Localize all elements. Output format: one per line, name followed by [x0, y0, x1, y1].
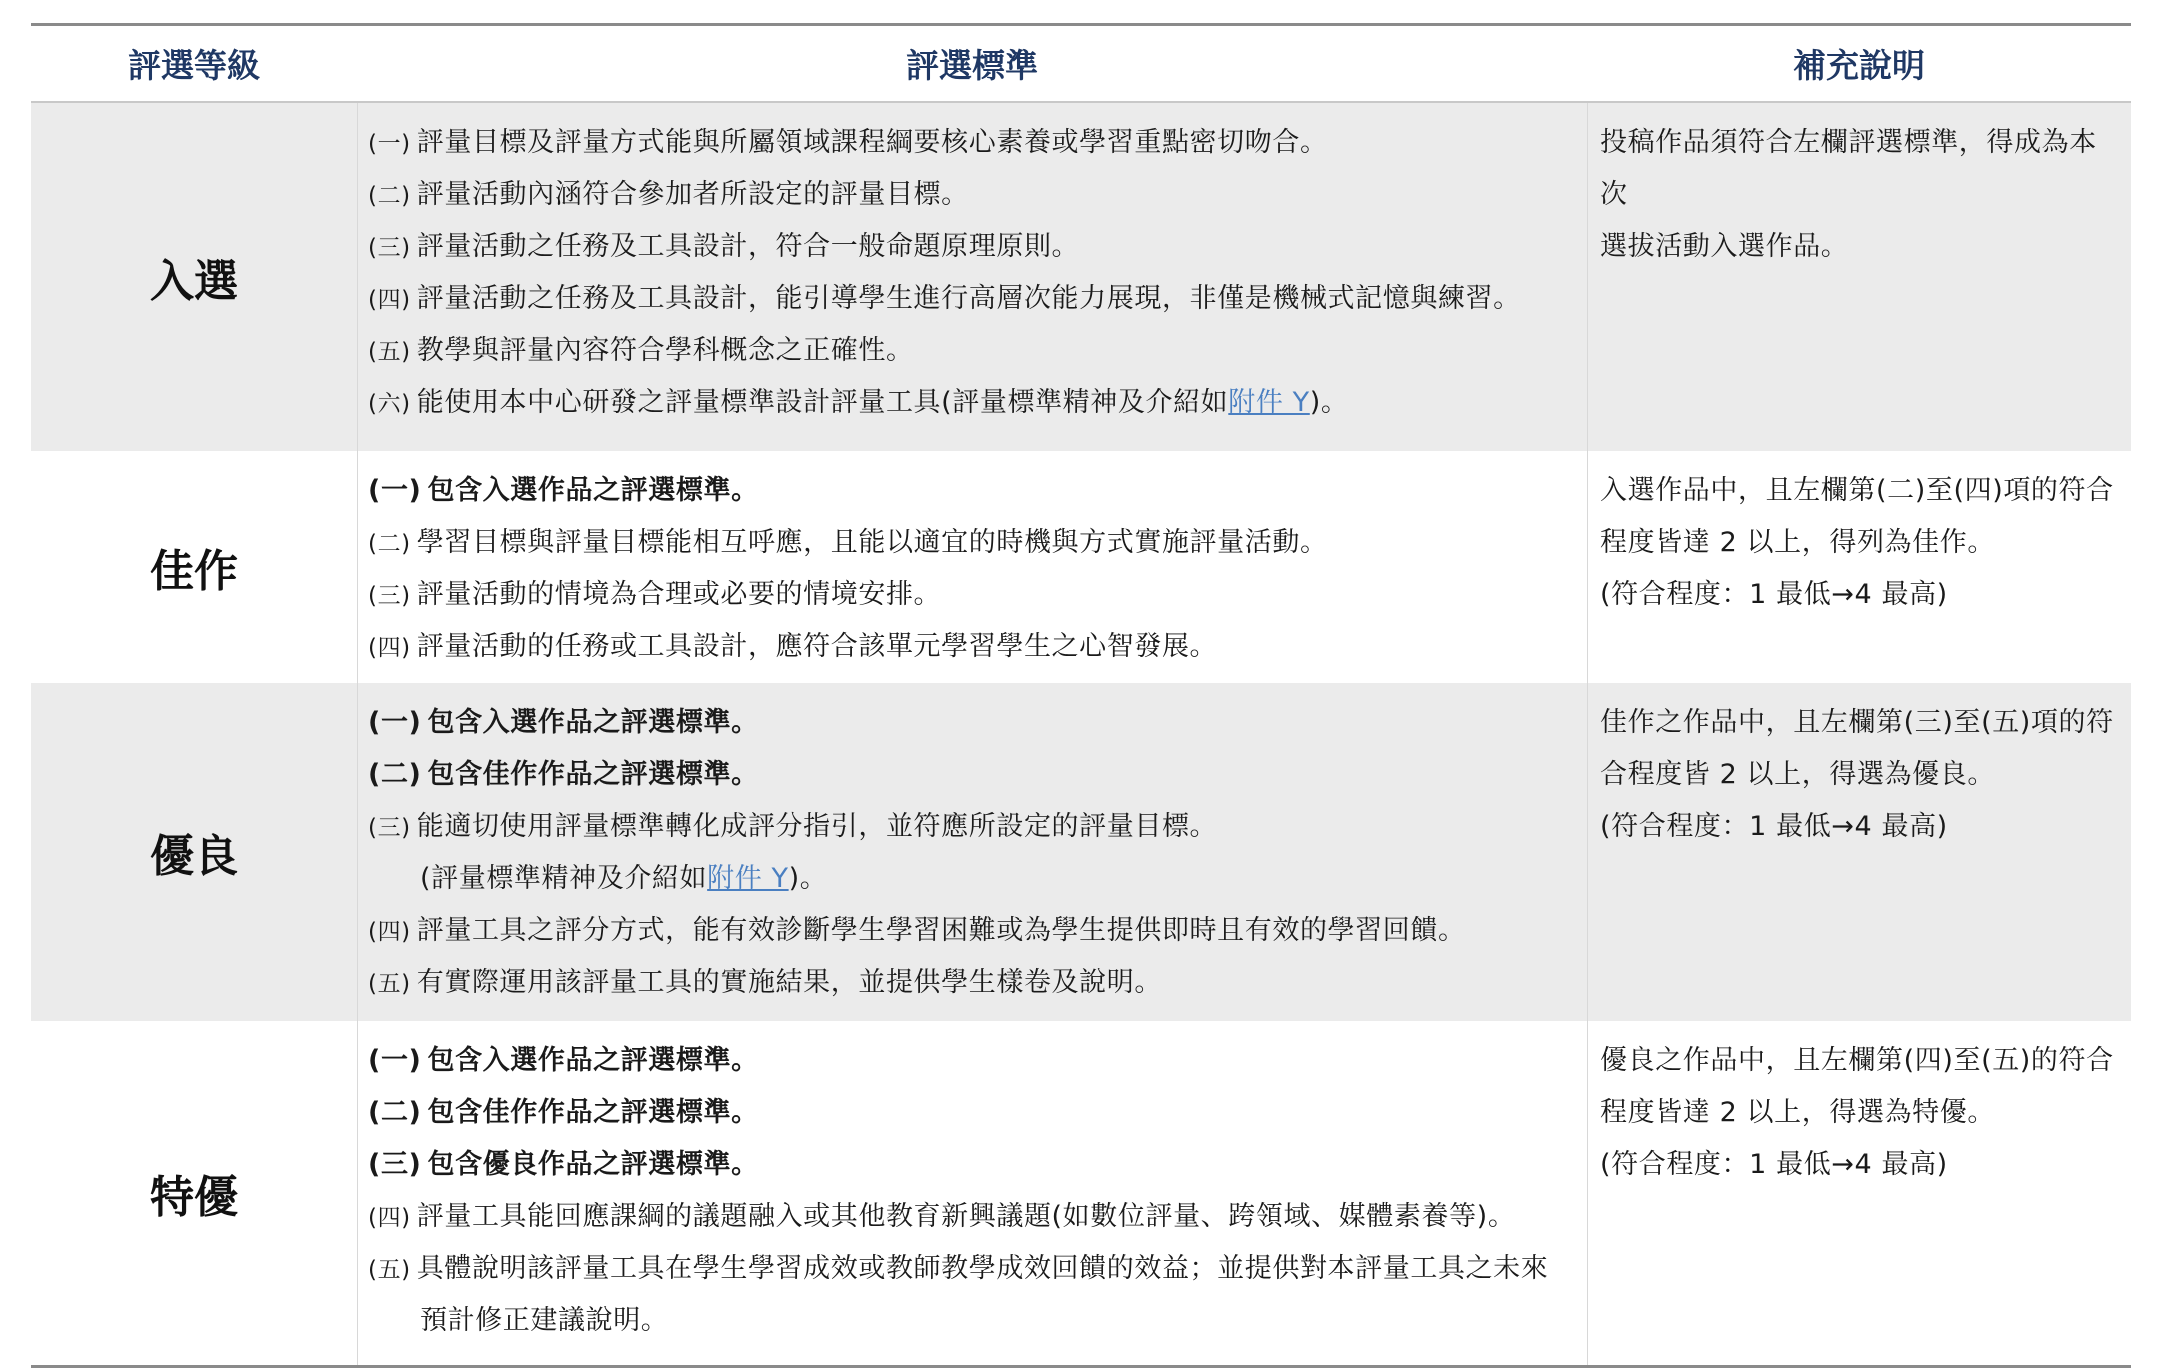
note-cell [1587, 451, 2131, 683]
note-line: 合程度皆 2 以上，得選為優良。 [1600, 759, 1995, 790]
note-line: (符合程度：1 最低→4 最高) [1600, 1149, 1948, 1180]
item-text: (評量標準精神及介紹如 [420, 863, 708, 894]
appendix-link[interactable]: 附件 Y [1228, 387, 1310, 418]
criteria-item [368, 1035, 1587, 1087]
note-line: (符合程度：1 最低→4 最高) [1600, 579, 1948, 610]
table-header [31, 26, 2131, 103]
note-cell [1587, 1021, 2131, 1365]
criteria-table [31, 23, 2131, 1368]
item-number: (四) [368, 919, 411, 945]
header-note: 補充說明 [1793, 46, 1925, 85]
item-text: 包含佳作作品之評選標準。 [427, 1097, 759, 1128]
criteria-cell [357, 683, 1587, 1021]
table-row [31, 683, 2131, 1021]
level-cell: 入選 [150, 256, 238, 307]
item-text: 能適切使用評量標準轉化成評分指引，並符應所設定的評量目標。 [416, 811, 1218, 842]
criteria-cell [357, 1021, 1587, 1365]
item-text: 預計修正建議說明。 [420, 1305, 669, 1336]
header-level: 評選等級 [128, 46, 260, 85]
criteria-cell [357, 103, 1587, 451]
criteria-item [368, 905, 1587, 957]
item-text: 包含入選作品之評選標準。 [427, 1045, 759, 1076]
note-cell [1587, 103, 2131, 451]
table-row [31, 103, 2131, 451]
criteria-item [368, 169, 1587, 221]
item-text: 評量活動的情境為合理或必要的情境安排。 [416, 579, 942, 610]
criteria-item [368, 221, 1587, 273]
criteria-item [368, 801, 1587, 853]
header-criteria: 評選標準 [906, 46, 1038, 85]
criteria-item [368, 853, 1587, 905]
note-line: 選拔活動入選作品。 [1600, 231, 1849, 262]
criteria-item [368, 621, 1587, 673]
item-number: (二) [368, 759, 422, 790]
item-number: (三) [368, 815, 411, 841]
criteria-item [368, 465, 1587, 517]
level-cell: 優良 [150, 831, 238, 882]
criteria-item [368, 569, 1587, 621]
item-text: 包含佳作作品之評選標準。 [427, 759, 759, 790]
item-text: 評量活動的任務或工具設計，應符合該單元學習學生之心智發展。 [416, 631, 1218, 662]
criteria-item [368, 1087, 1587, 1139]
item-text: 有實際運用該評量工具的實施結果，並提供學生樣卷及說明。 [416, 967, 1162, 998]
item-text-tail: )。 [1309, 387, 1349, 418]
level-cell: 特優 [150, 1172, 238, 1223]
item-text: 教學與評量內容符合學科概念之正確性。 [416, 335, 914, 366]
criteria-item [368, 117, 1587, 169]
item-number: (二) [368, 183, 411, 209]
criteria-item [368, 1139, 1587, 1191]
criteria-item [368, 1191, 1587, 1243]
item-number: (四) [368, 287, 411, 313]
criteria-item [368, 1243, 1587, 1295]
item-text: 評量活動之任務及工具設計，符合一般命題原理原則。 [416, 231, 1080, 262]
note-line: 程度皆達 2 以上，得選為特優。 [1600, 1097, 1995, 1128]
item-number: (四) [368, 1205, 411, 1231]
criteria-cell [357, 451, 1587, 683]
level-cell: 佳作 [150, 546, 238, 597]
criteria-item [368, 957, 1587, 1009]
note-line: 入選作品中，且左欄第(二)至(四)項的符合 [1600, 475, 2114, 506]
item-number: (一) [368, 475, 422, 506]
item-text: 評量活動之任務及工具設計，能引導學生進行高層次能力展現，非僅是機械式記憶與練習。 [416, 283, 1521, 314]
item-text: 評量目標及評量方式能與所屬領域課程綱要核心素養或學習重點密切吻合。 [416, 127, 1328, 158]
item-text: 評量工具能回應課綱的議題融入或其他教育新興議題(如數位評量、跨領域、媒體素養等)。 [416, 1201, 1516, 1232]
criteria-item [368, 749, 1587, 801]
item-number: (二) [368, 1097, 422, 1128]
item-number: (三) [368, 583, 411, 609]
item-number: (六) [368, 391, 411, 417]
item-number: (三) [368, 1149, 422, 1180]
item-number: (三) [368, 235, 411, 261]
criteria-item [368, 377, 1587, 429]
item-number: (一) [368, 1045, 422, 1076]
item-number: (五) [368, 339, 411, 365]
table-row [31, 1021, 2131, 1365]
item-text: 能使用本中心研發之評量標準設計評量工具(評量標準精神及介紹如 [416, 387, 1229, 418]
criteria-item [368, 697, 1587, 749]
item-number: (一) [368, 707, 422, 738]
note-line: (符合程度：1 最低→4 最高) [1600, 811, 1948, 842]
item-number: (四) [368, 635, 411, 661]
item-text: 評量工具之評分方式，能有效診斷學生學習困難或為學生提供即時且有效的學習回饋。 [416, 915, 1466, 946]
item-text-tail: )。 [788, 863, 828, 894]
item-number: (二) [368, 531, 411, 557]
item-number: (一) [368, 131, 411, 157]
item-text: 學習目標與評量目標能相互呼應，且能以適宜的時機與方式實施評量活動。 [416, 527, 1328, 558]
criteria-item [368, 517, 1587, 569]
appendix-link[interactable]: 附件 Y [707, 863, 789, 894]
item-text: 具體說明該評量工具在學生學習成效或教師教學成效回饋的效益；並提供對本評量工具之未來 [416, 1253, 1549, 1284]
table-row [31, 451, 2131, 683]
item-text: 包含入選作品之評選標準。 [427, 707, 759, 738]
item-number: (五) [368, 1257, 411, 1283]
item-text: 包含優良作品之評選標準。 [427, 1149, 759, 1180]
item-text: 包含入選作品之評選標準。 [427, 475, 759, 506]
note-line: 程度皆達 2 以上，得列為佳作。 [1600, 527, 1995, 558]
criteria-item [368, 325, 1587, 377]
criteria-item [368, 273, 1587, 325]
item-text: 評量活動內涵符合參加者所設定的評量目標。 [416, 179, 969, 210]
note-line: 優良之作品中，且左欄第(四)至(五)的符合 [1600, 1045, 2114, 1076]
criteria-item [368, 1295, 1587, 1347]
item-number: (五) [368, 971, 411, 997]
note-cell [1587, 683, 2131, 1021]
table-body [31, 103, 2131, 1365]
note-line: 投稿作品須符合左欄評選標準，得成為本次 [1600, 127, 2097, 210]
note-line: 佳作之作品中，且左欄第(三)至(五)項的符 [1600, 707, 2114, 738]
